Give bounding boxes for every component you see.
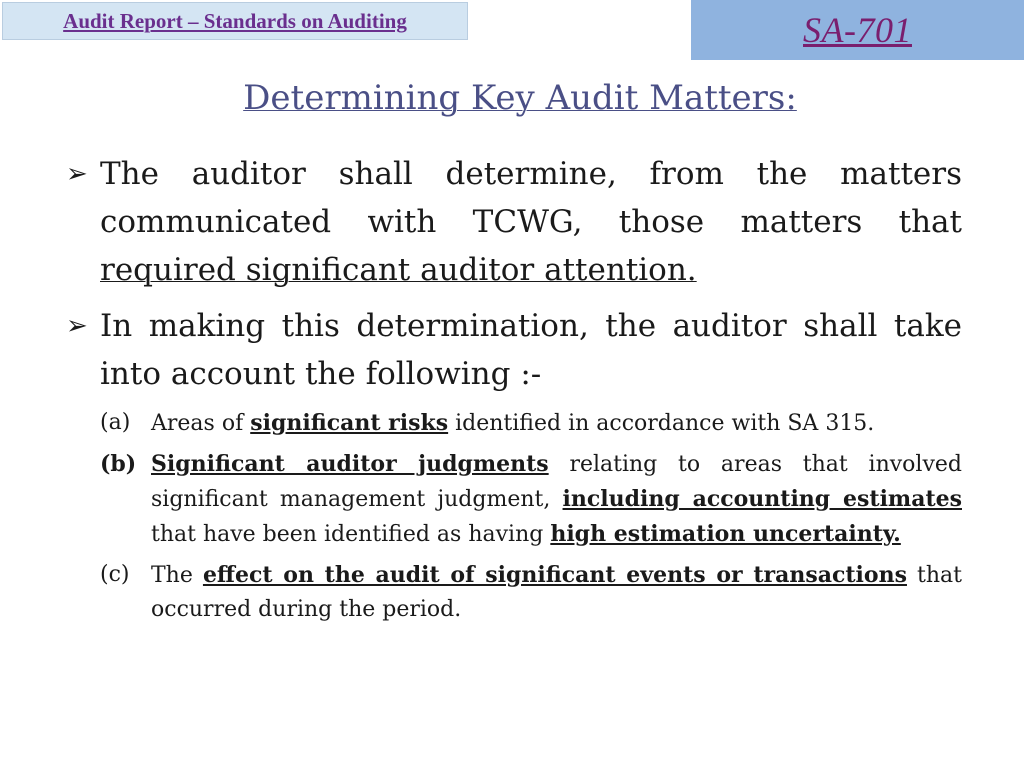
bullet-text: The auditor shall determine, from the matters communicated with TCWG, those matters that — [100, 156, 962, 240]
header-left-banner — [2, 2, 468, 40]
sub-item-text: that have been identified as having — [151, 522, 551, 547]
sub-item-label: (b) — [100, 451, 137, 477]
sub-item-emphasis: high estimation uncertainty. — [550, 521, 901, 547]
bullet-item — [66, 302, 962, 398]
sub-item-text: Areas of — [151, 411, 251, 436]
sub-item-text: The — [151, 563, 203, 588]
sub-item-text: relating to areas that involved significant management judgment, — [151, 452, 962, 512]
sub-item-emphasis: effect on the audit of significant events or transactions — [202, 562, 907, 588]
bullet-underlined-text: required significant auditor attention. — [100, 252, 697, 288]
sub-item-b — [100, 447, 962, 552]
standard-code-label: SA-701 — [803, 10, 912, 50]
bullet-item — [66, 150, 962, 294]
header-left-label: Audit Report – Standards on Auditing — [63, 8, 407, 33]
arrow-bullet-icon: ➢ — [66, 159, 88, 189]
header-right-banner — [691, 0, 1024, 60]
sub-item-label: (a) — [100, 410, 131, 435]
sub-item-emphasis: including accounting estimates — [562, 486, 962, 512]
sub-item-c — [100, 558, 962, 627]
slide-title: Determining Key Audit Matters: — [243, 78, 797, 118]
slide-content — [66, 150, 962, 627]
sub-item-label: (c) — [100, 562, 130, 587]
sub-item-emphasis: Significant auditor judgments — [151, 451, 549, 477]
sub-item-text: that occurred during the period. — [151, 563, 962, 622]
sub-item-a — [100, 406, 962, 441]
arrow-bullet-icon: ➢ — [66, 311, 88, 341]
sub-list — [100, 406, 962, 627]
bullet-text: In making this determination, the auditor shall take into account the following :- — [100, 308, 962, 392]
sub-item-emphasis: significant risks — [250, 410, 449, 436]
sub-item-text: identified in accordance with SA 315. — [448, 411, 875, 436]
